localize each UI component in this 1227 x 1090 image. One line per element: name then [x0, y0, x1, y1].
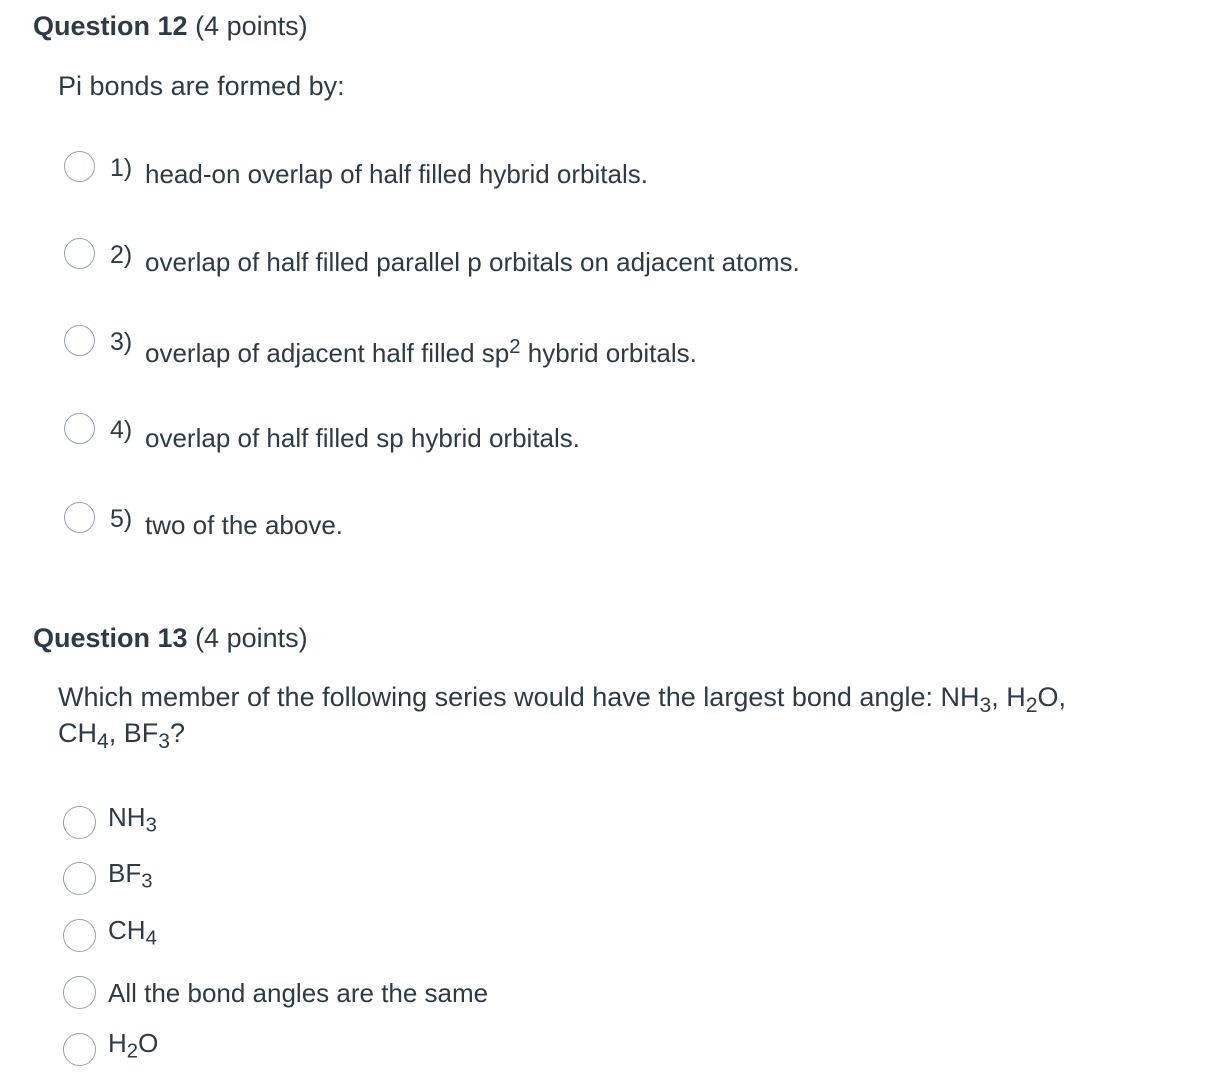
q12-option-4-radio[interactable] — [64, 413, 95, 444]
q12-option-3-number: 3) — [110, 328, 133, 356]
q12-option-4-number: 4) — [110, 416, 133, 444]
question-13-stem — [58, 677, 1066, 753]
q12-option-5-number: 5) — [110, 505, 133, 533]
q12-option-5-text: two of the above. — [145, 510, 344, 540]
q12-option-1-text: head-on overlap of half filled hybrid orbitals. — [145, 159, 648, 189]
q12-option-1-radio[interactable] — [64, 151, 95, 182]
q13-option-all-same-radio[interactable] — [63, 976, 96, 1009]
q13-option-all-same-label: All the bond angles are the same — [108, 978, 489, 1008]
question-12-points: (4 points) — [195, 11, 308, 41]
question-12-title: Question 12 — [33, 11, 188, 41]
q13-option-ch4-radio[interactable] — [63, 919, 96, 952]
q13-option-nh3-radio[interactable] — [63, 806, 96, 839]
q12-option-2-text: overlap of half filled parallel p orbitals on adjacent atoms. — [145, 247, 800, 277]
q13-option-h2o-label: $H_2O$ — [108, 1028, 159, 1063]
q13-option-bf3-radio[interactable] — [63, 862, 96, 895]
question-13-points: (4 points) — [195, 623, 308, 653]
q12-option-1-number: 1) — [110, 154, 133, 182]
q12-option-3-radio[interactable] — [64, 325, 95, 356]
q13-option-h2o-radio[interactable] — [63, 1033, 96, 1066]
q13-option-nh3-label: $NH_3$ — [108, 802, 157, 837]
question-12-header — [33, 10, 308, 42]
question-13-title: Question 13 — [33, 623, 188, 653]
question-13-stem-line-2: $CH_4$, $BF_3$? — [58, 718, 185, 753]
question-13-header — [33, 622, 308, 654]
q12-option-5-radio[interactable] — [64, 502, 95, 533]
question-13-stem-line-1: Which member of the following series would have the largest bond angle: $NH_3$, $H_2O$, — [58, 682, 1066, 717]
q12-option-3-text: overlap of adjacent half filled $sp^2$ hybrid orbitals. — [145, 335, 697, 368]
q12-option-2-radio[interactable] — [64, 238, 95, 269]
q13-option-bf3-label: $BF_3$ — [108, 858, 153, 893]
q12-option-4-text: overlap of half filled sp hybrid orbitals. — [145, 423, 581, 453]
q13-option-ch4-label: $CH_4$ — [108, 915, 157, 950]
q12-option-2-number: 2) — [110, 241, 133, 269]
question-12-stem: Pi bonds are formed by: — [58, 71, 345, 101]
